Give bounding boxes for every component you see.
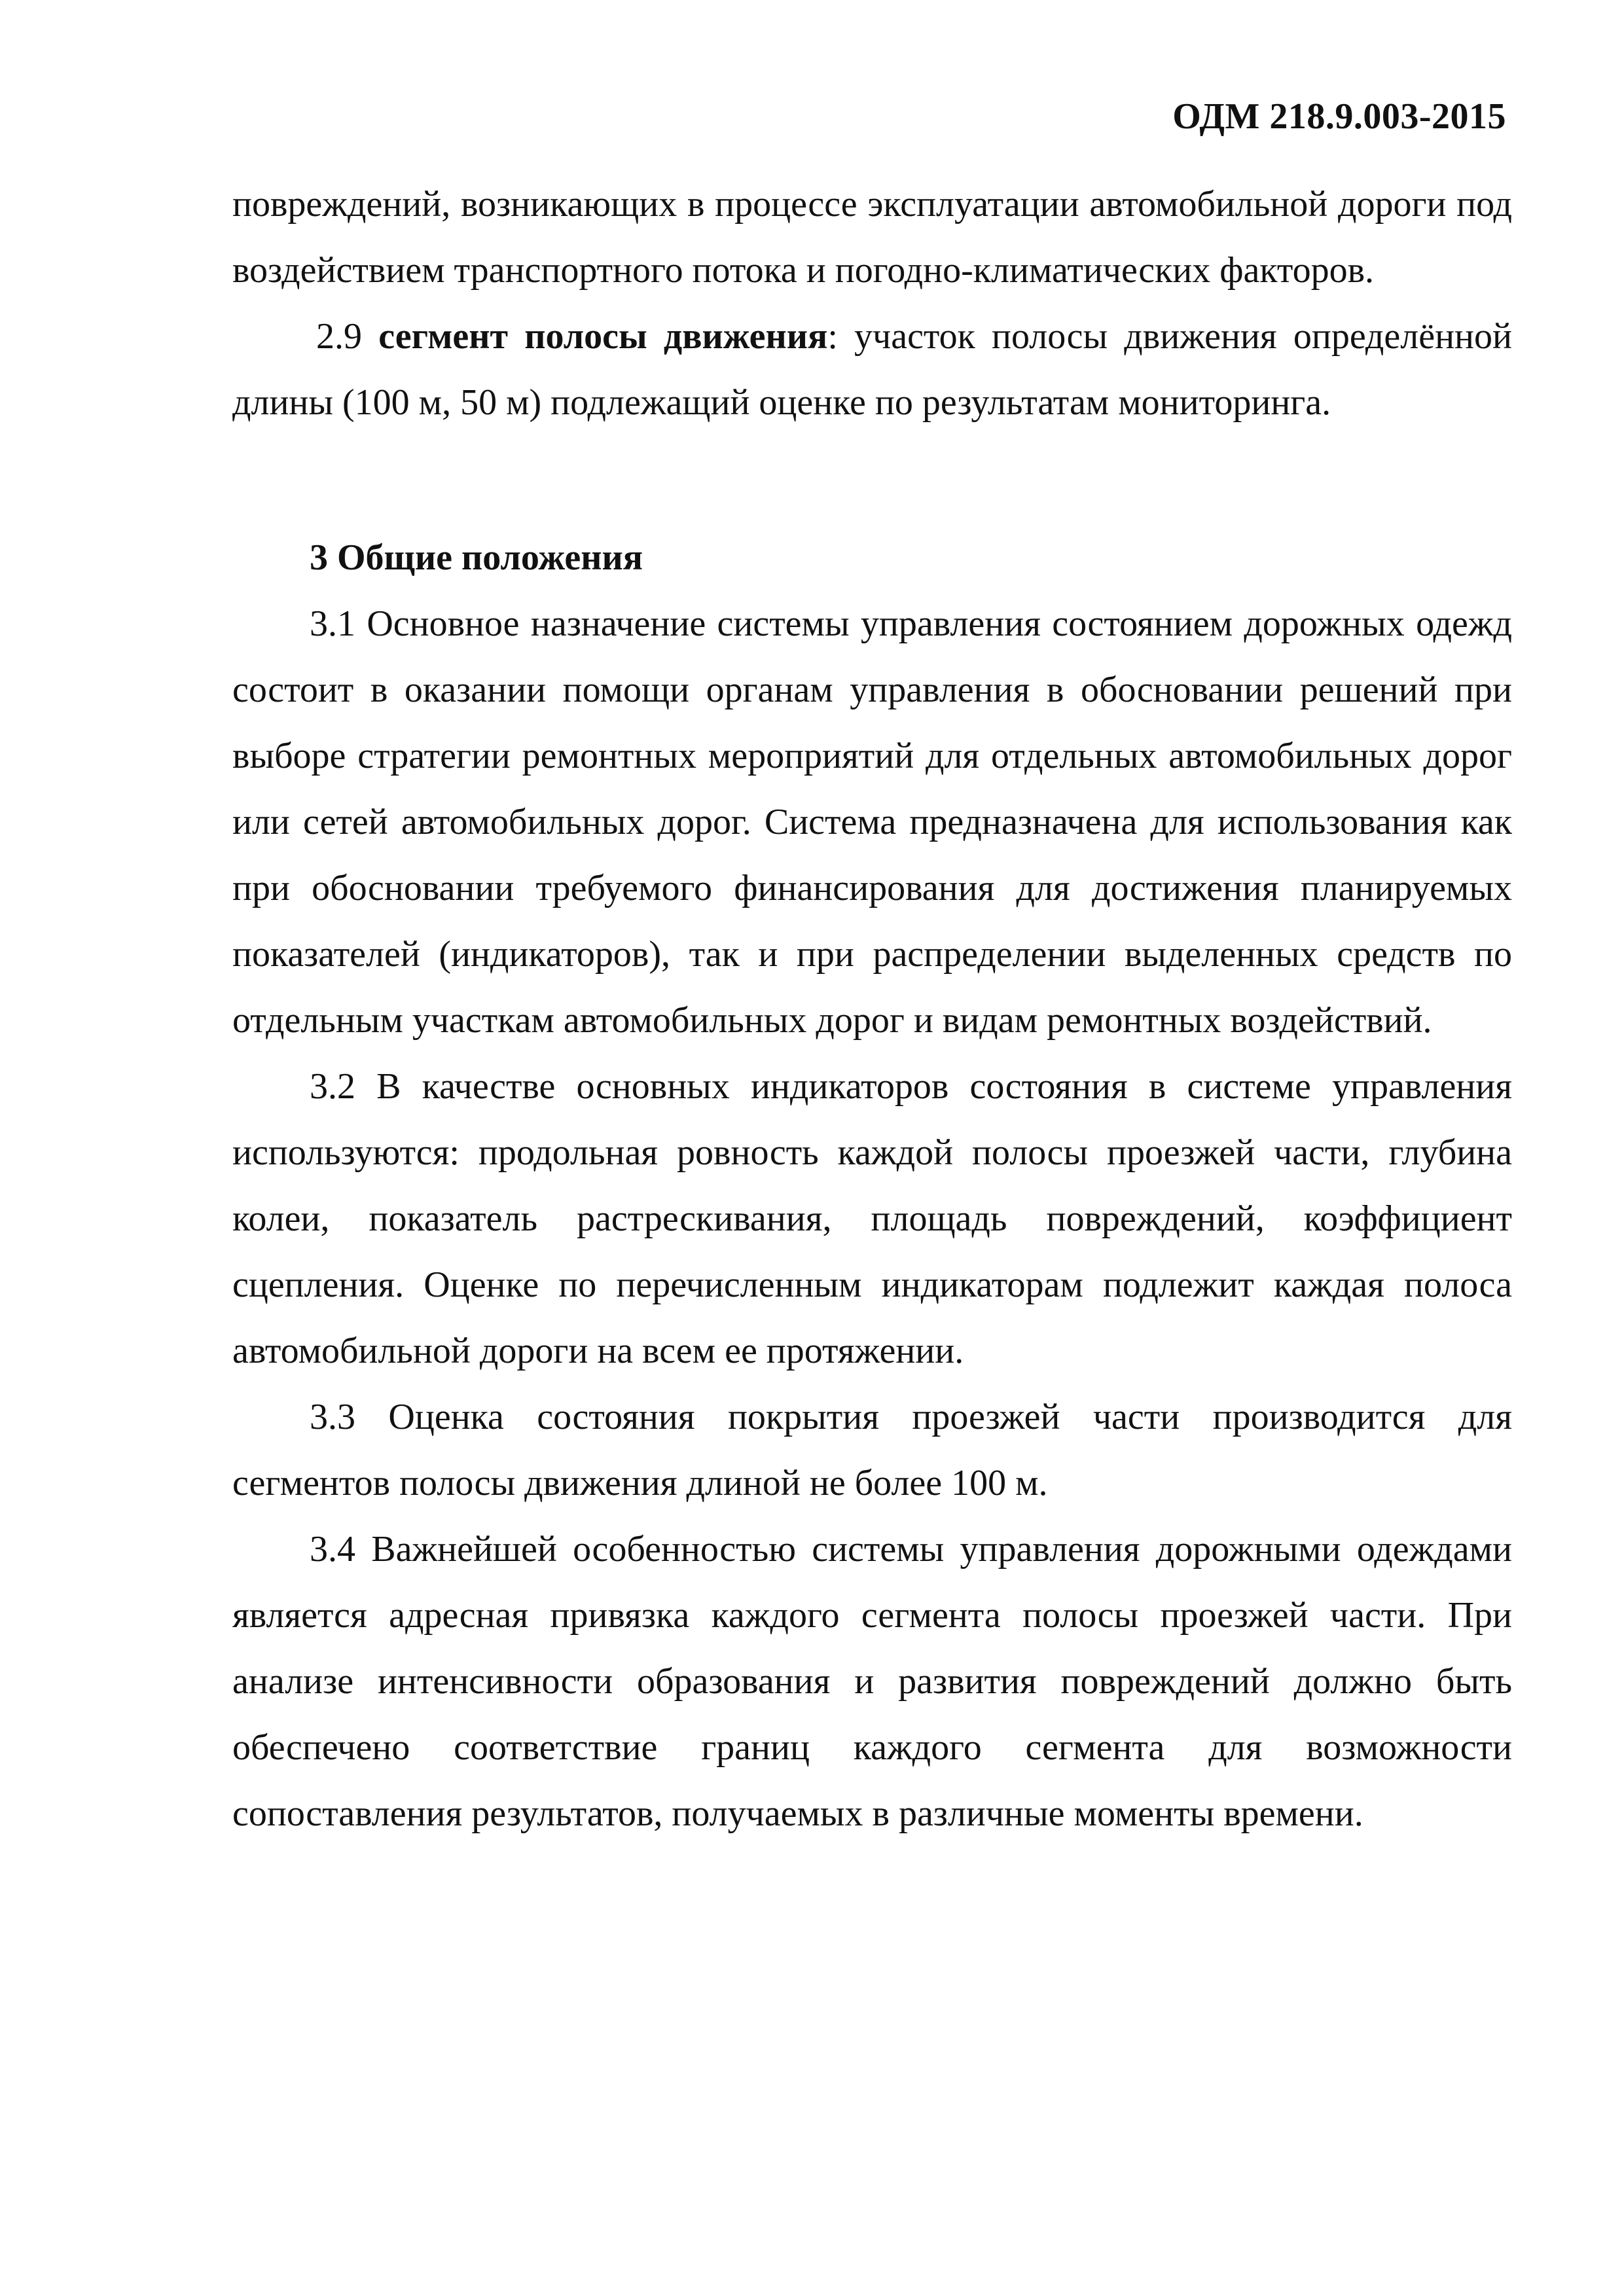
document-body [232,171,1512,1847]
term-number: 2.9 [316,316,362,357]
paragraph-3-1: 3.1 Основное назначение системы управления состоянием дорожных одежд состоит в оказании помощи органам управления в обосновании решений при выборе стратегии ремонтных мероприятий для отдельных автомобильных дорог или сетей автомобильных дорог. Система предназначена для использования как при обосновании требуемого финансирования для достижения планируемых показателей (индикаторов), так и при распределении выделенных средств по отдельным участкам автомобильных дорог и видам ремонтных воздействий. [232,603,1512,1041]
paragraph-3-4: 3.4 Важнейшей особенностью системы управления дорожными одеждами является адресная привязка каждого сегмента полосы проезжей части. При анализе интенсивности образования и развития повреждений должно быть обеспечено соответствие границ каждого сегмента для возможности сопоставления результатов, получаемых в различные моменты времени. [232,1529,1512,1834]
paragraph-3-2: 3.2 В качестве основных индикаторов состояния в системе управления используются: продольная ровность каждой полосы проезжей части, глубина колеи, показатель растрескивания, площадь повреждений, коэффициент сцепления. Оценке по перечисленным индикаторам подлежит каждая полоса автомобильной дороги на всем ее протяжении. [232,1066,1512,1371]
term-title: сегмент полосы движения [378,316,828,357]
document-code: ОДМ 218.9.003-2015 [1172,96,1506,137]
term-definition: : участок полосы движения определённой длины (100 м, 50 м) подлежащий оценке по результатам мониторинга. [232,316,1512,423]
section-heading: 3 Общие положения [310,537,643,578]
section-spacer [232,436,1512,525]
term-definition-2-9 [232,304,1512,436]
continuation-paragraph: повреждений, возникающих в процессе эксплуатации автомобильной дороги под воздействием транспортного потока и погодно-климатических факторов. [232,184,1512,291]
paragraph-3-3: 3.3 Оценка состояния покрытия проезжей части производится для сегментов полосы движения длиной не более 100 м. [232,1397,1512,1503]
